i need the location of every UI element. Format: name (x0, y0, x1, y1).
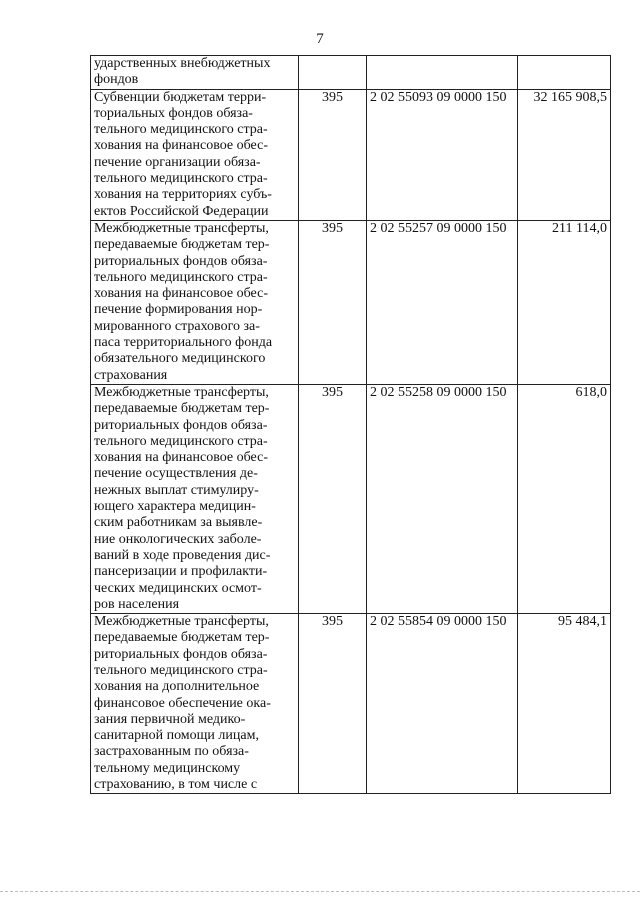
row-budget-code: 2 02 55854 09 0000 150 (367, 614, 518, 794)
row-budget-code: 2 02 55258 09 0000 150 (367, 384, 518, 613)
table-row (91, 384, 611, 613)
page-number: 7 (316, 31, 324, 47)
table-row (91, 614, 611, 794)
table-row (91, 89, 611, 220)
row-budget-code: 2 02 55257 09 0000 150 (367, 220, 518, 384)
row-description: ударственных внебюджетных фондов (91, 56, 299, 90)
table-row (91, 220, 611, 384)
row-description: Межбюджетные трансферты, передаваемые бюджетам тер- риториальных фондов обяза- тельного медицинского стра- хования на финансовое обес- печение осуществления де- нежных выплат стимулиру- ющего характера медицин- ским работникам за выявле- ние онкологических заболе- ваний в ходе проведения дис- пансеризации и профилакти- ческих медицинских осмот- ров населения (91, 384, 299, 613)
row-description: Межбюджетные трансферты, передаваемые бюджетам тер- риториальных фондов обяза- тельного медицинского стра- хования на финансовое обес- печение формирования нор- мированного страхового за- паса территориального фонда обязательного медицинского страхования (91, 220, 299, 384)
row-budget-code (367, 56, 518, 90)
row-amount (518, 56, 611, 90)
row-description: Субвенции бюджетам терри- ториальных фондов обяза- тельного медицинского стра- хования на финансовое обес- печение организации обяза- тельного медицинского стра- хования на территориях субъ- ектов Российской Федерации (91, 89, 299, 220)
row-admin-code: 395 (299, 614, 367, 794)
row-amount: 32 165 908,5 (518, 89, 611, 220)
page-bottom-divider (0, 891, 640, 892)
row-budget-code: 2 02 55093 09 0000 150 (367, 89, 518, 220)
row-admin-code: 395 (299, 89, 367, 220)
row-amount: 618,0 (518, 384, 611, 613)
row-amount: 95 484,1 (518, 614, 611, 794)
row-admin-code: 395 (299, 384, 367, 613)
budget-table (90, 55, 611, 794)
row-amount: 211 114,0 (518, 220, 611, 384)
row-admin-code (299, 56, 367, 90)
row-description: Межбюджетные трансферты, передаваемые бюджетам тер- риториальных фондов обяза- тельного медицинского стра- хования на дополнительное финансовое обеспечение ока- зания первичной медико- санитарной помощи лицам, застрахованным по обяза- тельному медицинскому страхованию, в том числе с (91, 614, 299, 794)
row-admin-code: 395 (299, 220, 367, 384)
table-row (91, 56, 611, 90)
